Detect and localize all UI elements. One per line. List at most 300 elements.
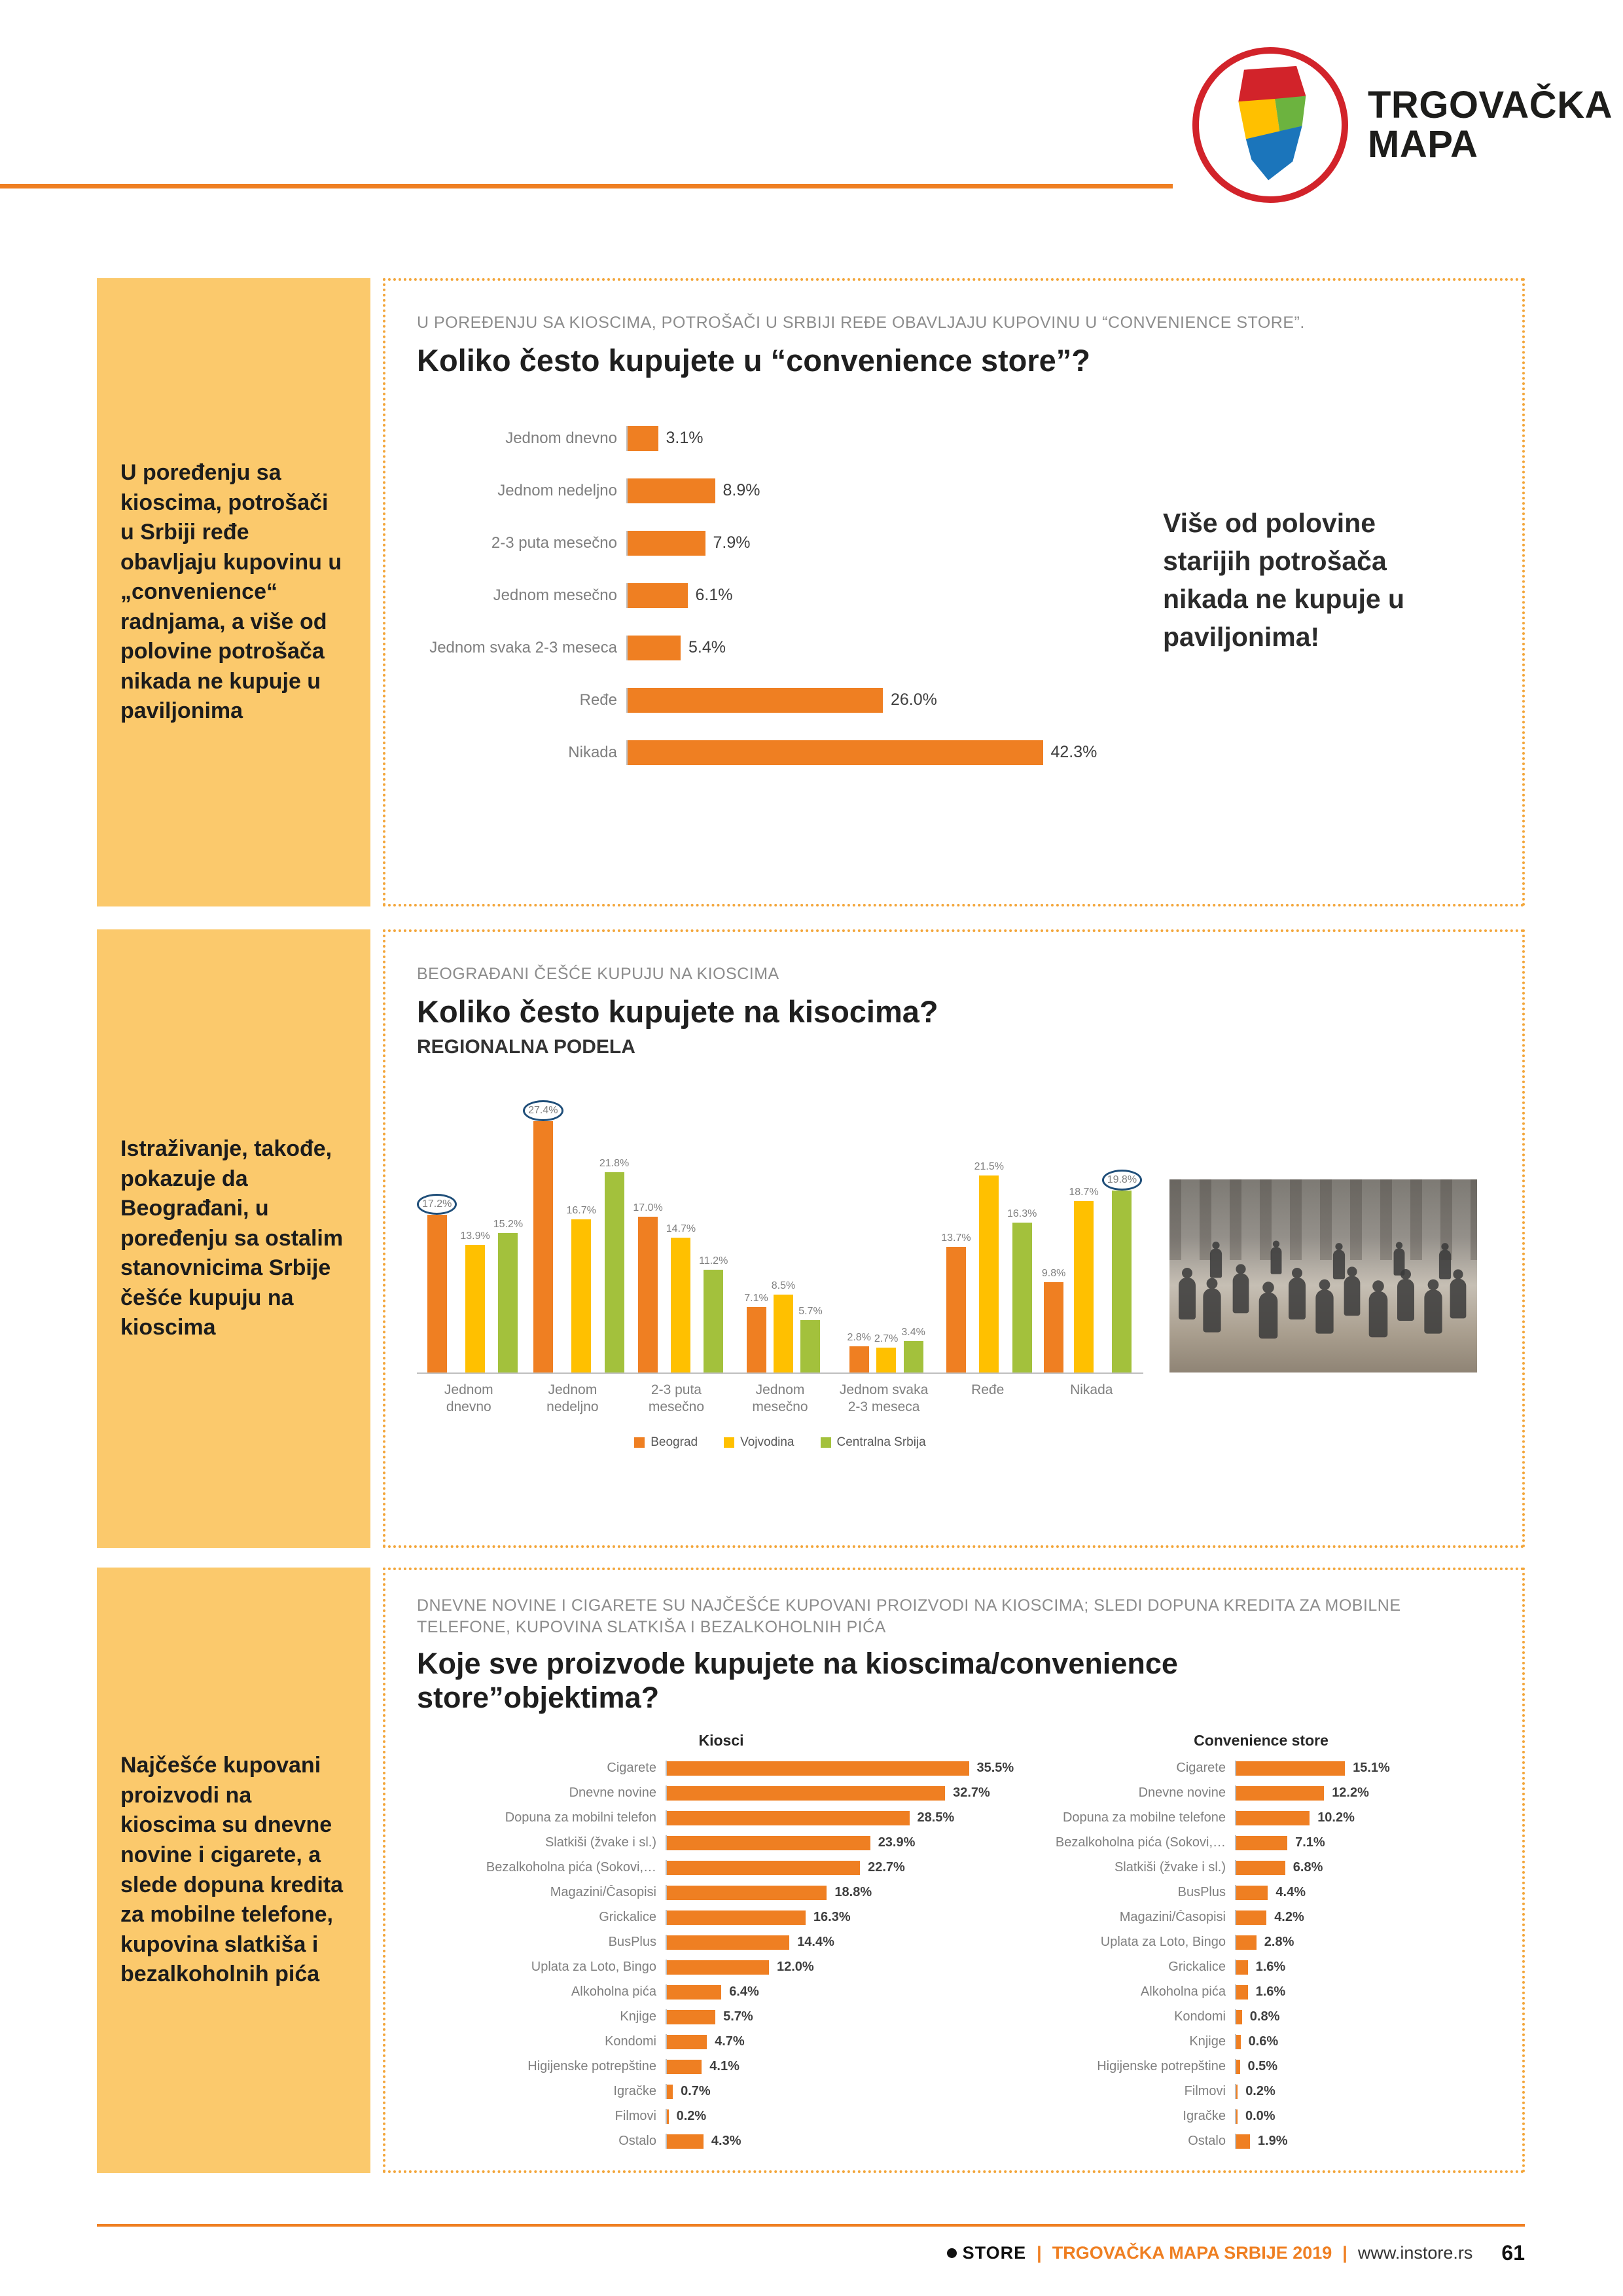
- bar-zone: [1235, 2134, 1477, 2149]
- bar: [465, 1245, 485, 1372]
- bar-zone: [666, 2059, 1026, 2074]
- bar-zone: [666, 1885, 1026, 1900]
- chart-title: Convenience store: [1194, 1731, 1329, 1749]
- bar: [498, 1233, 518, 1372]
- bar: [667, 1910, 806, 1925]
- bar-value: 0.0%: [1245, 2109, 1275, 2123]
- chart-legend: [417, 1435, 1143, 1450]
- brand-name: STORE: [962, 2243, 1027, 2263]
- bar-column: [493, 1219, 523, 1372]
- bar-group: [523, 1100, 629, 1372]
- section-products: [97, 1568, 1525, 2173]
- section-title: Koliko često kupujete na kisocima?: [417, 994, 938, 1029]
- section-subtitle: REGIONALNA PODELA: [417, 1035, 635, 1058]
- sidebar-note-3: [97, 1568, 370, 2173]
- bar-category-label: Higijenske potrepštine: [527, 2059, 656, 2073]
- bar-group: [1041, 1170, 1143, 1372]
- bar-category-label: Slatkiši (žvake i sl.): [1114, 1860, 1226, 1874]
- logo-line-2: MAPA: [1368, 123, 1478, 166]
- chart-category-axis: [417, 1382, 1143, 1416]
- bar-category-label: Igračke: [1183, 2109, 1226, 2123]
- bar: [774, 1295, 793, 1372]
- bar: [667, 1836, 870, 1850]
- legend-item: [821, 1435, 926, 1450]
- bar: [1236, 1886, 1268, 1900]
- bar-zone: [1235, 1810, 1477, 1825]
- callout-text: Više od polovine starijih potrošača nikada ne kupuje u paviljonima!: [1163, 507, 1405, 653]
- bar-value: 0.5%: [1247, 2059, 1278, 2073]
- bar-row: [1045, 1955, 1477, 1980]
- highlighted-bar-value: 19.8%: [1102, 1170, 1142, 1191]
- bar: [667, 1786, 945, 1801]
- bar-row: [1045, 2030, 1477, 2054]
- bar-zone: [666, 1860, 1026, 1875]
- convenience-products-bars: [1045, 1756, 1477, 2154]
- brand-dot-icon: [947, 2248, 957, 2258]
- sidebar-note-2: [97, 929, 370, 1548]
- bar-group: [417, 1194, 523, 1372]
- logo-text: [1368, 83, 1613, 166]
- bar-value: 26.0%: [891, 691, 937, 709]
- section-caption: BEOGRAĐANI ČEŠĆE KUPUJU NA KIOSCIMA: [417, 965, 779, 983]
- bar-value: 35.5%: [976, 1761, 1014, 1775]
- bar: [1012, 1223, 1032, 1372]
- bar-category-label: Alkoholna pića: [571, 1984, 656, 1999]
- bar-value: 18.8%: [834, 1885, 872, 1899]
- bar-column: [974, 1161, 1004, 1372]
- bar-zone: [626, 636, 1137, 660]
- bar-value: 15.1%: [1353, 1761, 1390, 1775]
- person-silhouette: [1233, 1273, 1249, 1313]
- bar: [1236, 1761, 1345, 1776]
- bar-row: [1045, 2129, 1477, 2154]
- category-label: Jednom svaka 2-3 meseca: [839, 1382, 929, 1414]
- footer-rule: [97, 2224, 1525, 2227]
- bar-category-label: Jednom mesečno: [493, 586, 617, 604]
- person-silhouette: [1344, 1276, 1361, 1316]
- bar-value: 12.0%: [777, 1960, 814, 1974]
- website-url: www.instore.rs: [1357, 2243, 1473, 2263]
- bar-value: 1.6%: [1255, 1984, 1286, 1999]
- bar-category-label: BusPlus: [1177, 1885, 1226, 1899]
- sidebar-text: Istraživanje, takođe, pokazuje da Beograđani, u poređenju sa ostalim stanovnicima Srbije češće kupuju na kioscima: [120, 1136, 344, 1340]
- bar-value: 1.6%: [1255, 1960, 1286, 1974]
- chart-panel-3: [383, 1568, 1525, 2173]
- bar-column: [633, 1202, 662, 1372]
- person-silhouette: [1179, 1278, 1196, 1319]
- bar-value: 28.5%: [917, 1810, 955, 1825]
- bar-group: [938, 1161, 1041, 1372]
- bar-value: 4.3%: [711, 2134, 741, 2148]
- sidebar-text: U poređenju sa kioscima, potrošači u Srbiji ređe obavljaju kupovinu u „convenience“ radnjama, a više od polovine potrošača nikada ne kupuje u paviljonima: [120, 460, 342, 724]
- bar-category-label: Slatkiši (žvake i sl.): [544, 1835, 656, 1850]
- bar-zone: [1235, 2059, 1477, 2074]
- bar-column: [772, 1280, 795, 1372]
- bar-category-label: Kondomi: [605, 2034, 656, 2049]
- bar-value: 2.8%: [847, 1332, 871, 1344]
- chart-zone: [417, 1058, 1491, 1450]
- bar-value: 8.5%: [771, 1280, 796, 1291]
- person-silhouette: [1333, 1249, 1345, 1279]
- bar: [1236, 2134, 1250, 2149]
- bar-value: 21.5%: [974, 1160, 1004, 1172]
- section-convenience-frequency: [97, 278, 1525, 906]
- bar-value: 7.1%: [1295, 1835, 1325, 1850]
- bar-value: 0.6%: [1248, 2034, 1279, 2049]
- bar: [1236, 1985, 1248, 2000]
- person-silhouette: [1439, 1249, 1451, 1279]
- bar-value: 0.8%: [1249, 2009, 1280, 2024]
- bar: [628, 478, 715, 503]
- bar-row: [1045, 1880, 1477, 1905]
- bar-value: 16.3%: [1007, 1208, 1037, 1220]
- bar-value: 10.2%: [1317, 1810, 1355, 1825]
- bar-category-label: Knjige: [1189, 2034, 1226, 2049]
- bar-zone: [1235, 1835, 1477, 1850]
- serbia-map-icon: [1192, 47, 1348, 203]
- bar-zone: [666, 1785, 1026, 1801]
- bar: [427, 1215, 447, 1372]
- bar-zone: [1235, 1885, 1477, 1900]
- bar-zone: [666, 1960, 1026, 1975]
- bar-zone: [1235, 1761, 1477, 1776]
- bar-value: 22.7%: [868, 1860, 905, 1874]
- bar-row: [417, 517, 1137, 569]
- bar-value: 0.2%: [1245, 2084, 1275, 2098]
- bar-column: [599, 1158, 629, 1372]
- serbia-map-shape: [1222, 64, 1319, 186]
- bar: [1236, 1960, 1248, 1975]
- legend-label: Beograd: [651, 1435, 698, 1450]
- bar-row: [417, 2030, 1026, 2054]
- bar: [667, 1861, 860, 1875]
- bar-value: 0.2%: [676, 2109, 707, 2123]
- bar: [667, 1935, 789, 1950]
- bar-zone: [666, 2134, 1026, 2149]
- bar: [1236, 2109, 1238, 2124]
- category-label: Jednom nedeljno: [546, 1382, 599, 1414]
- bar: [667, 1985, 721, 2000]
- bar-category-label: Magazini/Časopisi: [1119, 1910, 1226, 1924]
- bar-column: [1042, 1268, 1065, 1372]
- kiosci-products-chart: [417, 1732, 1026, 2154]
- bar: [1236, 1786, 1324, 1801]
- bar: [1236, 2060, 1240, 2074]
- bar: [628, 531, 705, 556]
- page-number: 61: [1501, 2241, 1525, 2265]
- bar-row: [417, 1880, 1026, 1905]
- bar-row: [1045, 1930, 1477, 1955]
- bar-zone: [1235, 2084, 1477, 2099]
- bar: [628, 583, 688, 608]
- bar-row: [1045, 1781, 1477, 1806]
- bar-value: 5.4%: [688, 638, 726, 657]
- bar: [667, 2010, 715, 2024]
- bar-category-label: Dopuna za mobilne telefone: [1062, 1810, 1226, 1825]
- bar-zone: [666, 1910, 1026, 1925]
- bar-value: 3.4%: [901, 1326, 925, 1338]
- bar-row: [417, 1980, 1026, 2005]
- bar-value: 2.7%: [874, 1333, 899, 1344]
- bar-zone: [666, 2034, 1026, 2049]
- bar: [667, 1811, 910, 1825]
- bar: [704, 1270, 723, 1372]
- bar: [1236, 1910, 1266, 1925]
- person-silhouette: [1315, 1289, 1333, 1333]
- bar-category-label: Dopuna za mobilni telefon: [505, 1810, 656, 1825]
- bar-value: 5.7%: [723, 2009, 753, 2024]
- bar-column: [744, 1293, 768, 1372]
- highlighted-bar-value: 27.4%: [523, 1100, 563, 1121]
- bar-value: 6.8%: [1293, 1860, 1323, 1874]
- bar-category-label: Filmovi: [615, 2109, 656, 2123]
- bar: [628, 740, 1043, 765]
- kiosk-frequency-regional-chart: [417, 1091, 1143, 1450]
- bar-category-label: Alkoholna pića: [1140, 1984, 1226, 1999]
- bar-category-label: Dnevne novine: [1138, 1785, 1226, 1800]
- chart-zone: [417, 1732, 1491, 2154]
- person-silhouette: [1369, 1291, 1388, 1336]
- bar-row: [417, 1930, 1026, 1955]
- kiosci-products-bars: [417, 1756, 1026, 2154]
- bar-row: [417, 622, 1137, 674]
- bar-zone: [666, 2009, 1026, 2024]
- section-title: Koliko često kupujete u “convenience store”?: [417, 342, 1091, 378]
- publication-name: TRGOVAČKA MAPA SRBIJE 2019: [1052, 2243, 1332, 2263]
- footer-separator: |: [1342, 2243, 1347, 2263]
- bar-column: [1007, 1208, 1037, 1372]
- person-silhouette: [1394, 1248, 1405, 1276]
- bar-zone: [1235, 2009, 1477, 2024]
- bar-group: [732, 1280, 834, 1372]
- bar-zone: [666, 1935, 1026, 1950]
- bar-category-label: Magazini/Časopisi: [550, 1885, 656, 1899]
- bar-row: [1045, 1756, 1477, 1781]
- bar-category-label: Cigarete: [1176, 1761, 1226, 1775]
- legend-label: Vojvodina: [740, 1435, 794, 1450]
- person-silhouette: [1450, 1278, 1467, 1318]
- person-silhouette: [1271, 1247, 1282, 1274]
- bar-row: [1045, 2054, 1477, 2079]
- bar-category-label: Grickalice: [599, 1910, 656, 1924]
- bar-column: [798, 1306, 822, 1372]
- section-caption: DNEVNE NOVINE I CIGARETE SU NAJČEŠĆE KUPOVANI PROIZVODI NA KIOSCIMA; SLEDI DOPUNA KREDITA ZA MOBILNE TELEFONE, KUPOVINA SLATKIŠA I BEZALKOHOLNIH PIĆA: [417, 1596, 1401, 1636]
- bar-row: [417, 1831, 1026, 1856]
- bar-value: 6.4%: [729, 1984, 759, 1999]
- bar-zone: [1235, 2109, 1477, 2124]
- chart-plot-area: [417, 1091, 1143, 1374]
- bar-zone: [1235, 1910, 1477, 1925]
- bar-column: [1069, 1187, 1098, 1372]
- bar-value: 6.1%: [695, 586, 733, 605]
- bar-category-label: Higijenske potrepštine: [1097, 2059, 1226, 2073]
- bar-value: 16.7%: [566, 1204, 596, 1216]
- bar-row: [417, 2054, 1026, 2079]
- bar-group: [629, 1202, 732, 1372]
- person-silhouette: [1259, 1292, 1278, 1338]
- bar: [1236, 2085, 1238, 2099]
- bar-zone: [1235, 1984, 1477, 2000]
- bar-zone: [626, 688, 1137, 713]
- chart-title: Kiosci: [698, 1731, 744, 1749]
- bar: [1236, 2035, 1241, 2049]
- bar-value: 4.2%: [1274, 1910, 1304, 1924]
- person-silhouette: [1210, 1248, 1222, 1278]
- bar-row: [417, 726, 1137, 779]
- bar-column: [941, 1232, 971, 1372]
- bar-zone: [666, 1761, 1026, 1776]
- bar-value: 13.9%: [460, 1230, 490, 1242]
- section-title: Koje sve proizvode kupujete na kioscima/convenience store”objektima?: [417, 1647, 1178, 1714]
- publication-logo: [1192, 47, 1613, 203]
- bar-zone: [626, 478, 1137, 503]
- category-label: Ređe: [971, 1382, 1005, 1397]
- bar-category-label: Ostalo: [618, 2134, 656, 2148]
- bar-row: [417, 2005, 1026, 2030]
- bar-category-label: Jednom dnevno: [505, 429, 617, 447]
- bar-category-label: Ostalo: [1188, 2134, 1226, 2148]
- bar: [628, 688, 883, 713]
- bar-zone: [666, 1984, 1026, 2000]
- bar-row: [1045, 2005, 1477, 2030]
- bar-zone: [1235, 1960, 1477, 1975]
- bar-category-label: BusPlus: [608, 1935, 656, 1949]
- legend-swatch: [634, 1437, 645, 1448]
- bar-value: 1.9%: [1257, 2134, 1288, 2148]
- chart-zone: [417, 412, 1491, 779]
- bar-value: 42.3%: [1050, 743, 1097, 762]
- bar-column: [567, 1205, 596, 1372]
- bar-row: [417, 2079, 1026, 2104]
- bar: [638, 1217, 658, 1372]
- bar-value: 14.4%: [797, 1935, 834, 1949]
- bar-row: [417, 1905, 1026, 1930]
- bar-category-label: Knjige: [620, 2009, 656, 2024]
- bar-value: 5.7%: [798, 1305, 823, 1317]
- category-label: Jednom dnevno: [444, 1382, 493, 1414]
- bar: [533, 1121, 553, 1372]
- sidebar-note-1: [97, 278, 370, 906]
- street-photo: [1169, 1179, 1477, 1372]
- bar-row: [1045, 1806, 1477, 1831]
- bar-category-label: Dnevne novine: [569, 1785, 656, 1800]
- bar: [605, 1172, 624, 1372]
- bar: [671, 1238, 690, 1372]
- bar-value: 7.1%: [744, 1293, 768, 1304]
- bar: [667, 1960, 769, 1975]
- bar: [1044, 1282, 1063, 1372]
- bar: [667, 1886, 827, 1900]
- bar-value: 4.7%: [715, 2034, 745, 2049]
- convenience-frequency-chart: [417, 412, 1137, 779]
- bar: [849, 1346, 869, 1372]
- bar-value: 2.8%: [1264, 1935, 1294, 1949]
- legend-swatch: [724, 1437, 734, 1448]
- section-caption: U POREĐENJU SA KIOSCIMA, POTROŠAČI U SRBIJI REĐE OBAVLJAJU KUPOVINU U “CONVENIENCE STORE”.: [417, 314, 1305, 332]
- bar-column: [874, 1333, 898, 1372]
- bar: [628, 426, 658, 451]
- bar-column: [523, 1100, 563, 1372]
- bar-category-label: Ređe: [579, 691, 617, 709]
- bar-row: [417, 465, 1137, 517]
- person-silhouette: [1424, 1289, 1442, 1333]
- legend-item: [634, 1435, 698, 1450]
- bar-row: [1045, 2104, 1477, 2129]
- convenience-products-chart: [1045, 1732, 1477, 2154]
- header-rule: [0, 184, 1173, 188]
- bar-zone: [626, 740, 1137, 765]
- bar: [876, 1348, 896, 1372]
- bar-value: 0.7%: [681, 2084, 711, 2098]
- sidebar-text: Najčešće kupovani proizvodi na kioscima su dnevne novine i cigarete, a slede dopuna kredita za mobilne telefone, kupovina slatkiša i bezalkoholnih pića: [120, 1753, 344, 1987]
- section-kiosk-frequency: [97, 929, 1525, 1548]
- bar-column: [1102, 1170, 1142, 1372]
- bar-value: 9.8%: [1041, 1268, 1066, 1280]
- bar-row: [417, 1806, 1026, 1831]
- bar-value: 23.9%: [878, 1835, 916, 1850]
- person-silhouette: [1289, 1278, 1306, 1319]
- bar-category-label: Cigarete: [607, 1761, 656, 1775]
- bar: [667, 2134, 704, 2149]
- bar-row: [1045, 2079, 1477, 2104]
- category-label: 2-3 puta mesečno: [648, 1382, 705, 1414]
- bar-row: [417, 2129, 1026, 2154]
- bar-row: [1045, 1980, 1477, 2005]
- bar-zone: [1235, 1785, 1477, 1801]
- bar-value: 15.2%: [493, 1218, 524, 1230]
- bar-zone: [666, 2084, 1026, 2099]
- bar-row: [417, 1856, 1026, 1880]
- bar-value: 4.1%: [709, 2059, 740, 2073]
- bar-category-label: Bezalkoholna pića (Sokovi,…: [1055, 1835, 1226, 1850]
- bar-category-label: Nikada: [568, 743, 617, 761]
- bar-group: [835, 1327, 938, 1372]
- bar: [904, 1341, 923, 1372]
- bar: [1236, 1935, 1257, 1950]
- bar-value: 4.4%: [1275, 1885, 1306, 1899]
- bar-value: 18.7%: [1069, 1186, 1099, 1198]
- bar-value: 14.7%: [666, 1223, 696, 1234]
- bar-value: 11.2%: [699, 1255, 728, 1266]
- bar-zone: [626, 531, 1137, 556]
- bar-value: 13.7%: [941, 1232, 971, 1244]
- bar-category-label: Filmovi: [1184, 2084, 1226, 2098]
- bar-category-label: Jednom nedeljno: [497, 481, 617, 499]
- bar-zone: [666, 1810, 1026, 1825]
- bar-category-label: 2-3 puta mesečno: [491, 533, 617, 552]
- bar-value: 32.7%: [953, 1785, 990, 1800]
- category-label: Nikada: [1070, 1382, 1113, 1397]
- bar-zone: [626, 583, 1137, 608]
- footer: [947, 2241, 1525, 2265]
- bar-row: [417, 674, 1137, 726]
- bar-column: [847, 1332, 870, 1372]
- bar-value: 7.9%: [713, 533, 751, 552]
- bar: [667, 1761, 969, 1776]
- bar: [946, 1247, 966, 1372]
- bar: [1236, 1861, 1285, 1875]
- bar-column: [417, 1194, 457, 1372]
- bar: [747, 1307, 766, 1372]
- bar-category-label: Igračke: [613, 2084, 656, 2098]
- chart-panel-2: [383, 929, 1525, 1548]
- bar-zone: [1235, 1860, 1477, 1875]
- legend-item: [724, 1435, 794, 1450]
- bar-row: [1045, 1831, 1477, 1856]
- bar-category-label: Uplata za Loto, Bingo: [1100, 1935, 1226, 1949]
- bar: [979, 1175, 999, 1372]
- bar-row: [417, 1781, 1026, 1806]
